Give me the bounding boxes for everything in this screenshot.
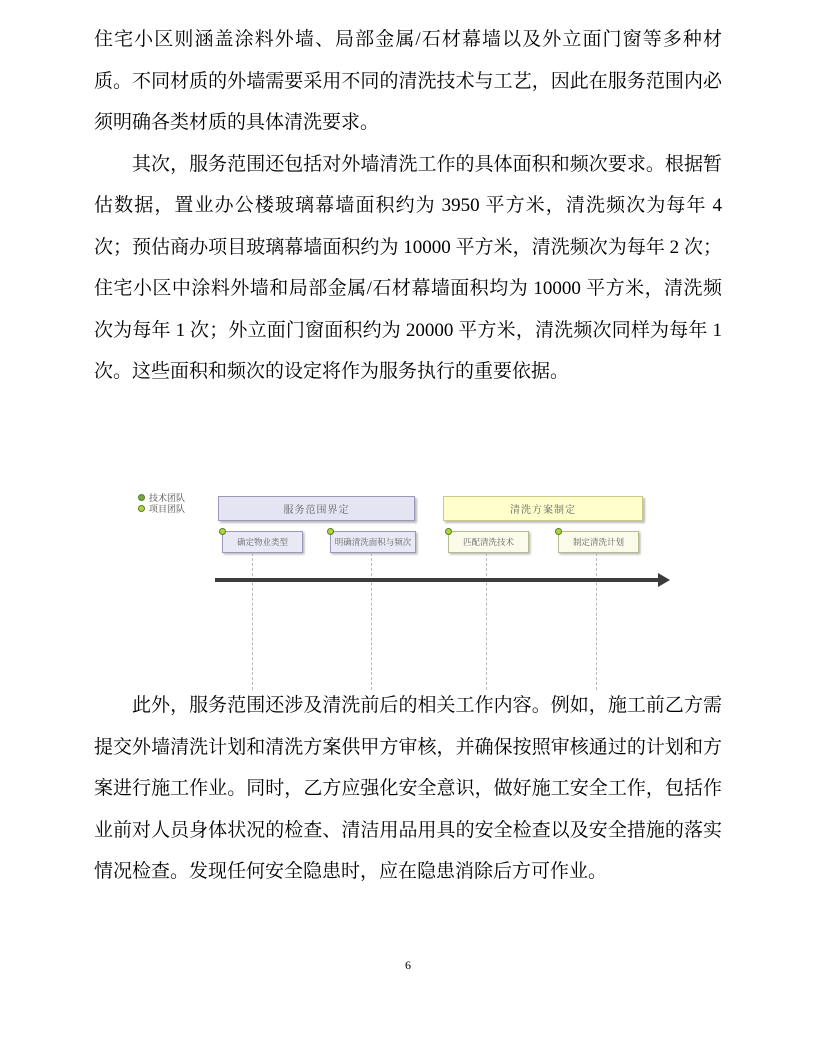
milestone-dot-icon — [555, 528, 562, 535]
legend-dot-yellowgreen-icon — [138, 505, 145, 512]
milestone-label: 匹配清洗技术 — [462, 537, 514, 547]
legend-dot-green-icon — [138, 494, 145, 501]
milestone-label: 明确清洗面积与频次 — [334, 537, 412, 547]
text-block-lower — [94, 685, 722, 893]
milestone-match-technique — [448, 531, 529, 553]
timeline-axis — [215, 578, 660, 582]
dashed-connector — [596, 553, 597, 690]
legend-label: 项目团队 — [149, 504, 186, 514]
phase-box-service-scope: 服务范围界定 — [218, 496, 415, 521]
milestone-dot-icon — [445, 528, 452, 535]
milestone-dot-icon — [327, 528, 334, 535]
milestone-label: 制定清洗计划 — [572, 537, 624, 547]
timeline-diagram — [0, 488, 816, 703]
milestone-label: 确定物业类型 — [236, 537, 288, 547]
paragraph-area-frequency: 其次，服务范围还包括对外墙清洗工作的具体面积和频次要求。根据暂估数据，置业办公楼玻璃幕墙面积约为 3950 平方米，清洗频次为每年 4 次；预估商办项目玻璃幕墙面积约为 10000 平方米，清洗频次为每年 2 次；住宅小区中涂料外墙和局部金属/石材幕墙面积均为 10000 平方米，清洗频次为每年 1 次；外立面门窗面积约为 20000 平方米，清洗频次同样为每年 1 次。这些面积和频次的设定将作为服务执行的重要依据。 — [94, 153, 722, 382]
paragraph-materials: 住宅小区则涵盖涂料外墙、局部金属/石材幕墙以及外立面门窗等多种材质。不同材质的外墙需要采用不同的清洗技术与工艺，因此在服务范围内必须明确各类材质的具体清洗要求。 — [94, 29, 722, 133]
dashed-connector — [486, 553, 487, 690]
phase-box-cleaning-plan: 清洗方案制定 — [443, 496, 643, 521]
milestone-area-frequency — [330, 531, 416, 553]
milestone-property-type — [222, 531, 303, 553]
timeline-arrowhead-icon — [658, 573, 670, 587]
dashed-connector — [371, 553, 372, 690]
legend-label: 技术团队 — [149, 493, 186, 503]
milestone-cleaning-schedule — [558, 531, 639, 553]
page-number: 6 — [405, 958, 411, 972]
paragraph-pre-post-work: 此外，服务范围还涉及清洗前后的相关工作内容。例如，施工前乙方需提交外墙清洗计划和清洗方案供甲方审核，并确保按照审核通过的计划和方案进行施工作业。同时，乙方应强化安全意识，做好施工安全工作，包括作业前对人员身体状况的检查、清洁用品用具的安全检查以及安全措施的落实情况检查。发现任何安全隐患时，应在隐患消除后方可作业。 — [94, 695, 722, 882]
text-block-upper — [94, 19, 722, 393]
dashed-connector — [252, 553, 253, 690]
milestone-dot-icon — [219, 528, 226, 535]
legend-item-project-team — [138, 502, 185, 515]
